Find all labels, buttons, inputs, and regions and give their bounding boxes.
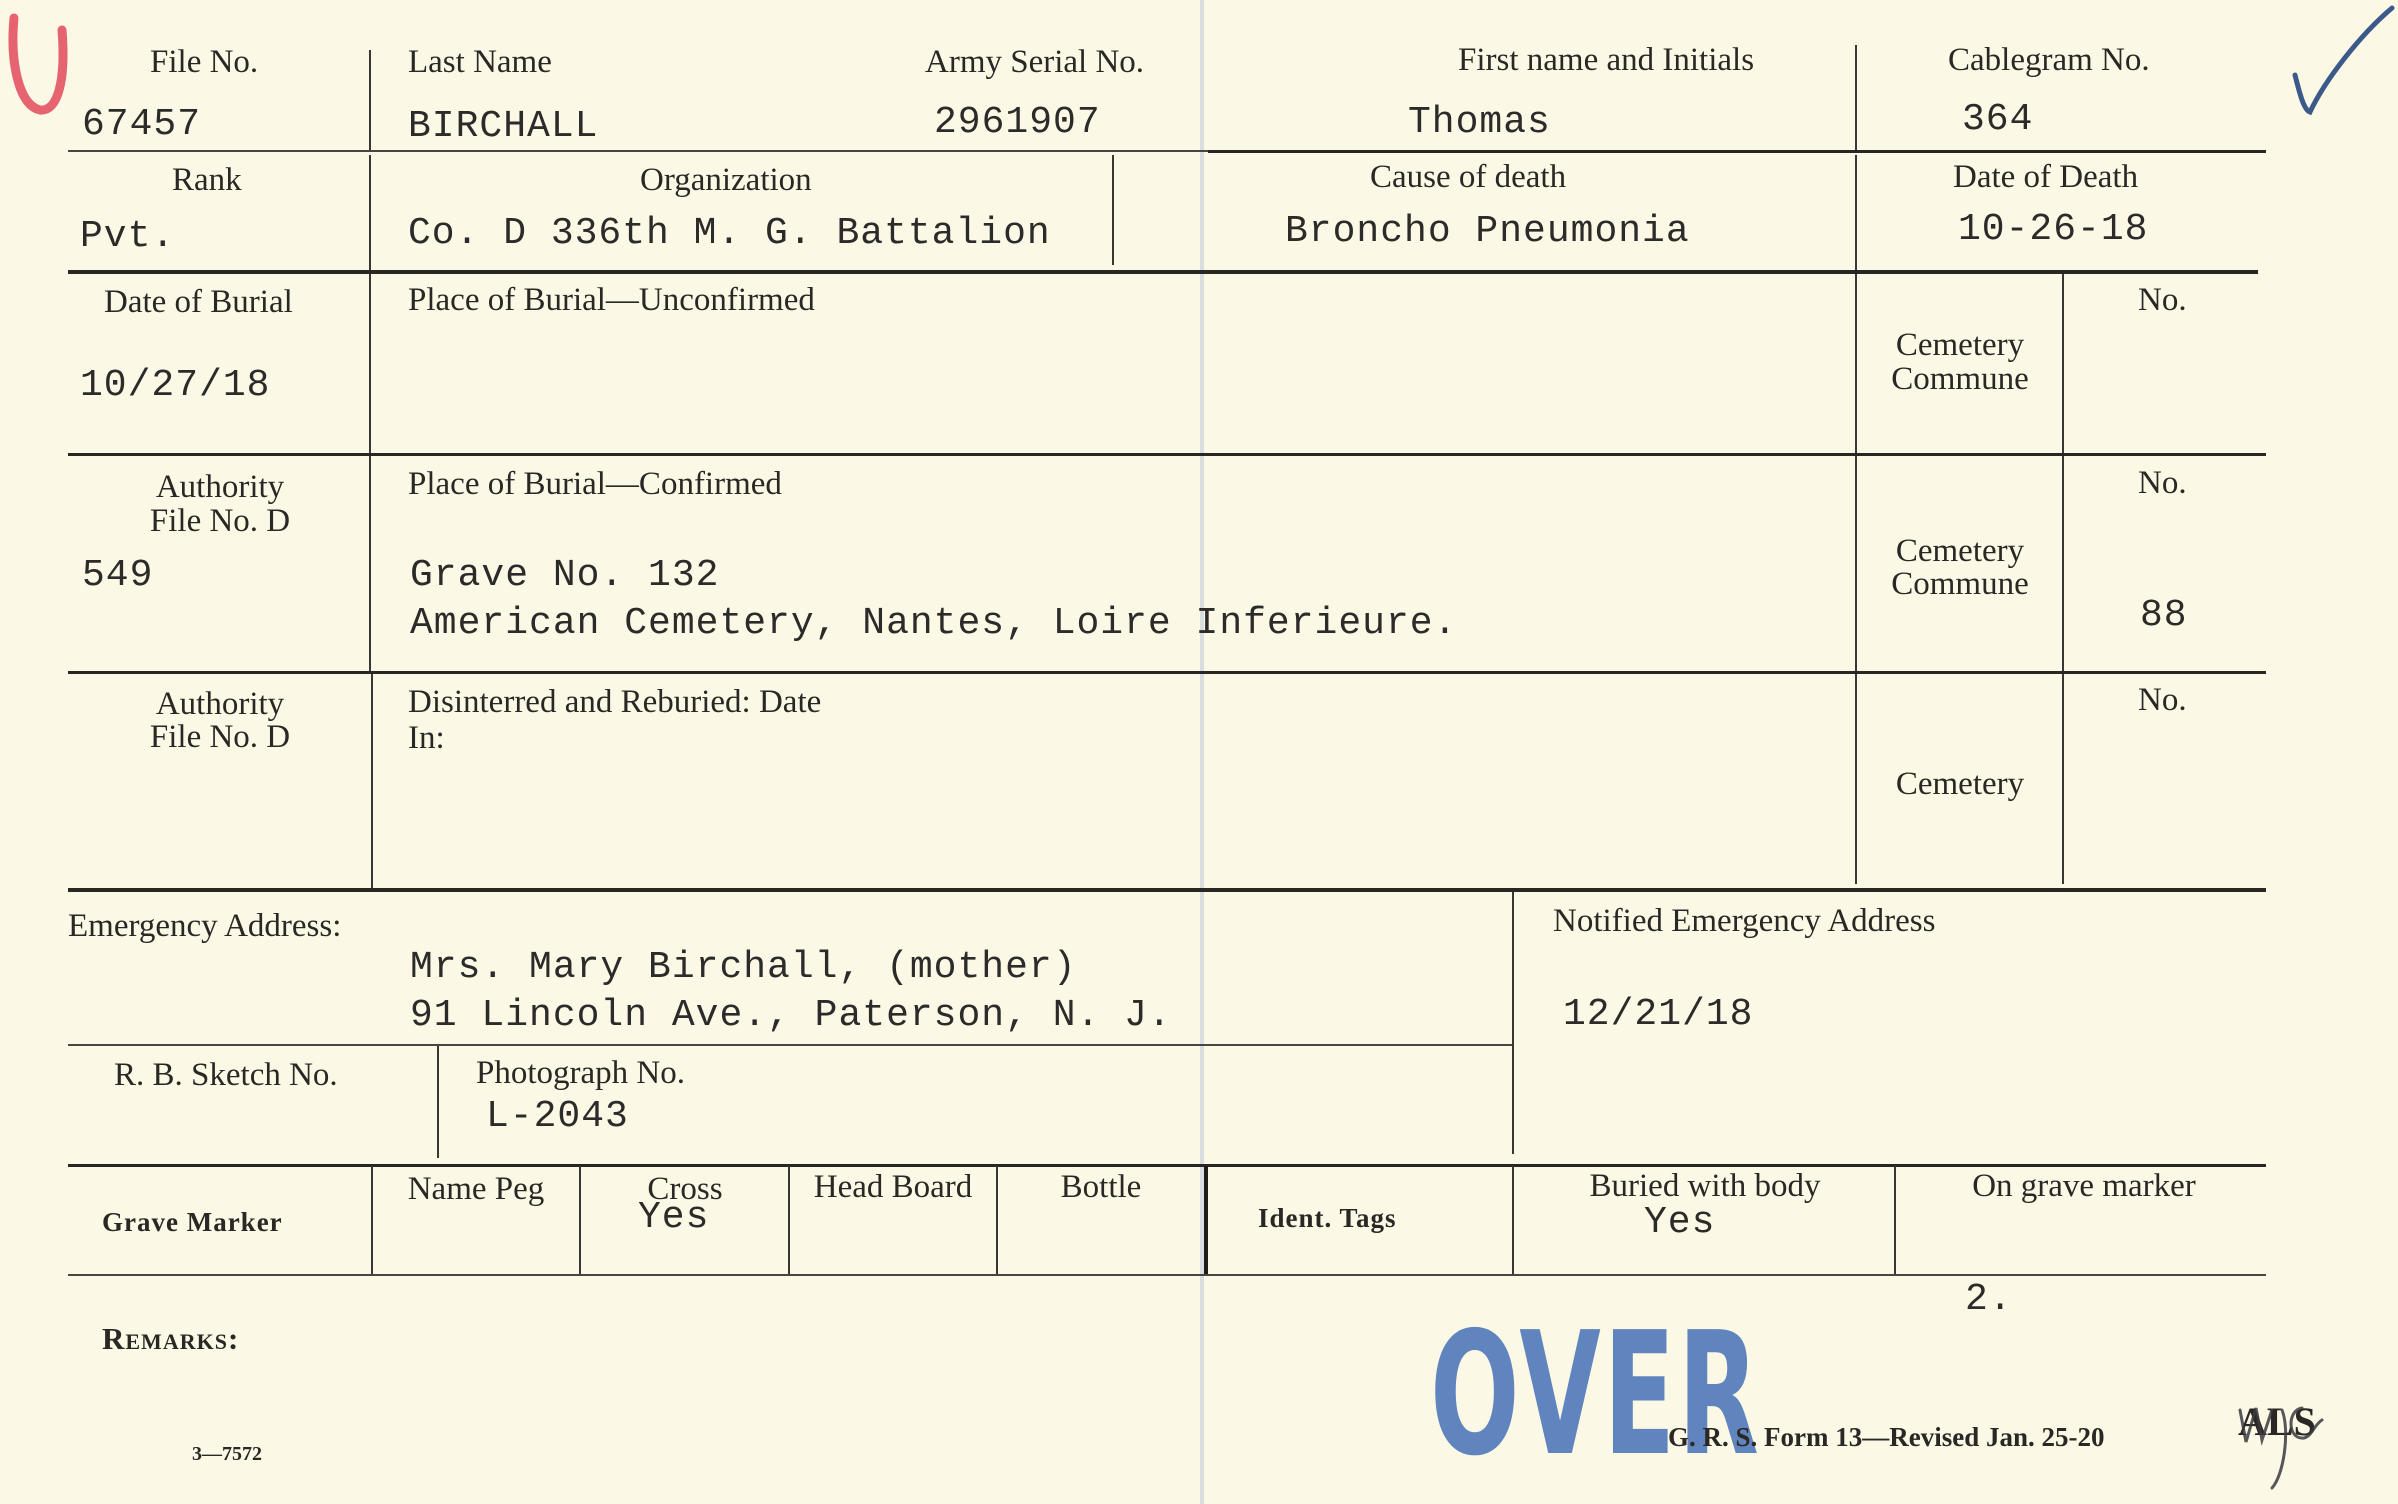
- form-number: G. R. S. Form 13—Revised Jan. 25-20: [1668, 1422, 2105, 1452]
- authority-label: Authority: [155, 469, 285, 505]
- notified-date-value: 12/21/18: [1563, 993, 1754, 1036]
- grave-marker-label: Grave Marker: [102, 1207, 283, 1237]
- grave-marker-count: 2.: [1965, 1278, 2013, 1321]
- emergency-address-line1: Mrs. Mary Birchall, (mother): [410, 946, 1077, 989]
- authority-file-value: 549: [82, 554, 154, 597]
- cemetery-no-value: 88: [2140, 594, 2188, 637]
- card-fold-crease: [1200, 0, 1204, 1504]
- head-board-label: Head Board: [813, 1169, 973, 1205]
- emergency-address-line2: 91 Lincoln Ave., Paterson, N. J.: [410, 994, 1172, 1037]
- disinterred-in-label: In:: [408, 720, 445, 756]
- red-pencil-mark-icon: [0, 0, 80, 130]
- sketch-no-label: R. B. Sketch No.: [114, 1057, 338, 1093]
- organization-label: Organization: [640, 162, 812, 198]
- cemetery-label: Cemetery: [1895, 766, 2025, 802]
- cemetery-name: American Cemetery, Nantes, Loire Inferieure.: [410, 602, 1458, 645]
- commune-label: Commune: [1891, 361, 2029, 397]
- typist-initials: ALS: [2238, 1399, 2316, 1444]
- bottle-label: Bottle: [1060, 1169, 1142, 1205]
- file-no-label: File No.: [150, 44, 259, 80]
- commune-label: Commune: [1891, 566, 2029, 602]
- no-label: No.: [2138, 465, 2187, 501]
- emergency-address-label: Emergency Address:: [68, 908, 342, 944]
- buried-with-body-label: Buried with body: [1589, 1168, 1821, 1204]
- date-of-burial-label: Date of Burial: [104, 284, 293, 320]
- handwritten-initials-icon: [2232, 1380, 2362, 1500]
- cross-value: Yes: [638, 1196, 710, 1239]
- file-no-value: 67457: [82, 103, 202, 146]
- date-of-burial-value: 10/27/18: [80, 364, 271, 407]
- serial-value: 2961907: [934, 101, 1101, 144]
- cause-of-death-label: Cause of death: [1370, 159, 1567, 195]
- organization-value: Co. D 336th M. G. Battalion: [408, 212, 1051, 255]
- rank-value: Pvt.: [80, 215, 176, 258]
- over-stamp: OVER: [1430, 1296, 1762, 1494]
- last-name-value: BIRCHALL: [408, 105, 599, 148]
- serial-label: Army Serial No.: [925, 44, 1145, 80]
- notified-address-label: Notified Emergency Address: [1553, 903, 1936, 939]
- cablegram-value: 364: [1962, 98, 2034, 141]
- disinterred-label: Disinterred and Reburied: Date: [408, 684, 822, 720]
- cemetery-label: Cemetery: [1895, 533, 2025, 569]
- photograph-no-label: Photograph No.: [476, 1055, 685, 1091]
- place-unconfirmed-label: Place of Burial—Unconfirmed: [408, 282, 815, 318]
- date-of-death-value: 10-26-18: [1958, 208, 2149, 251]
- first-name-label: First name and Initials: [1458, 42, 1755, 78]
- no-label: No.: [2138, 282, 2187, 318]
- place-confirmed-label: Place of Burial—Confirmed: [408, 466, 782, 502]
- name-peg-label: Name Peg: [407, 1171, 545, 1207]
- cross-label: Cross: [647, 1171, 723, 1207]
- cause-of-death-value: Broncho Pneumonia: [1285, 210, 1690, 253]
- on-grave-marker-label: On grave marker: [1972, 1168, 2196, 1204]
- rank-label: Rank: [172, 162, 242, 198]
- remarks-label: Remarks:: [102, 1321, 240, 1356]
- photograph-no-value: L-2043: [486, 1095, 629, 1138]
- authority-file-label: File No. D: [149, 503, 291, 539]
- cemetery-label: Cemetery: [1895, 327, 2025, 363]
- grave-number: Grave No. 132: [410, 554, 720, 597]
- authority-file-label: File No. D: [149, 719, 291, 755]
- first-name-value: Thomas: [1408, 101, 1551, 144]
- ident-tags-label: Ident. Tags: [1258, 1203, 1397, 1233]
- print-code: 3—7572: [192, 1443, 262, 1465]
- blue-checkmark-icon: [2280, 0, 2398, 130]
- no-label: No.: [2138, 682, 2187, 718]
- authority-label: Authority: [155, 686, 285, 722]
- buried-with-body-value: Yes: [1644, 1201, 1716, 1244]
- cablegram-label: Cablegram No.: [1948, 42, 2150, 78]
- date-of-death-label: Date of Death: [1953, 159, 2139, 195]
- last-name-label: Last Name: [408, 44, 552, 80]
